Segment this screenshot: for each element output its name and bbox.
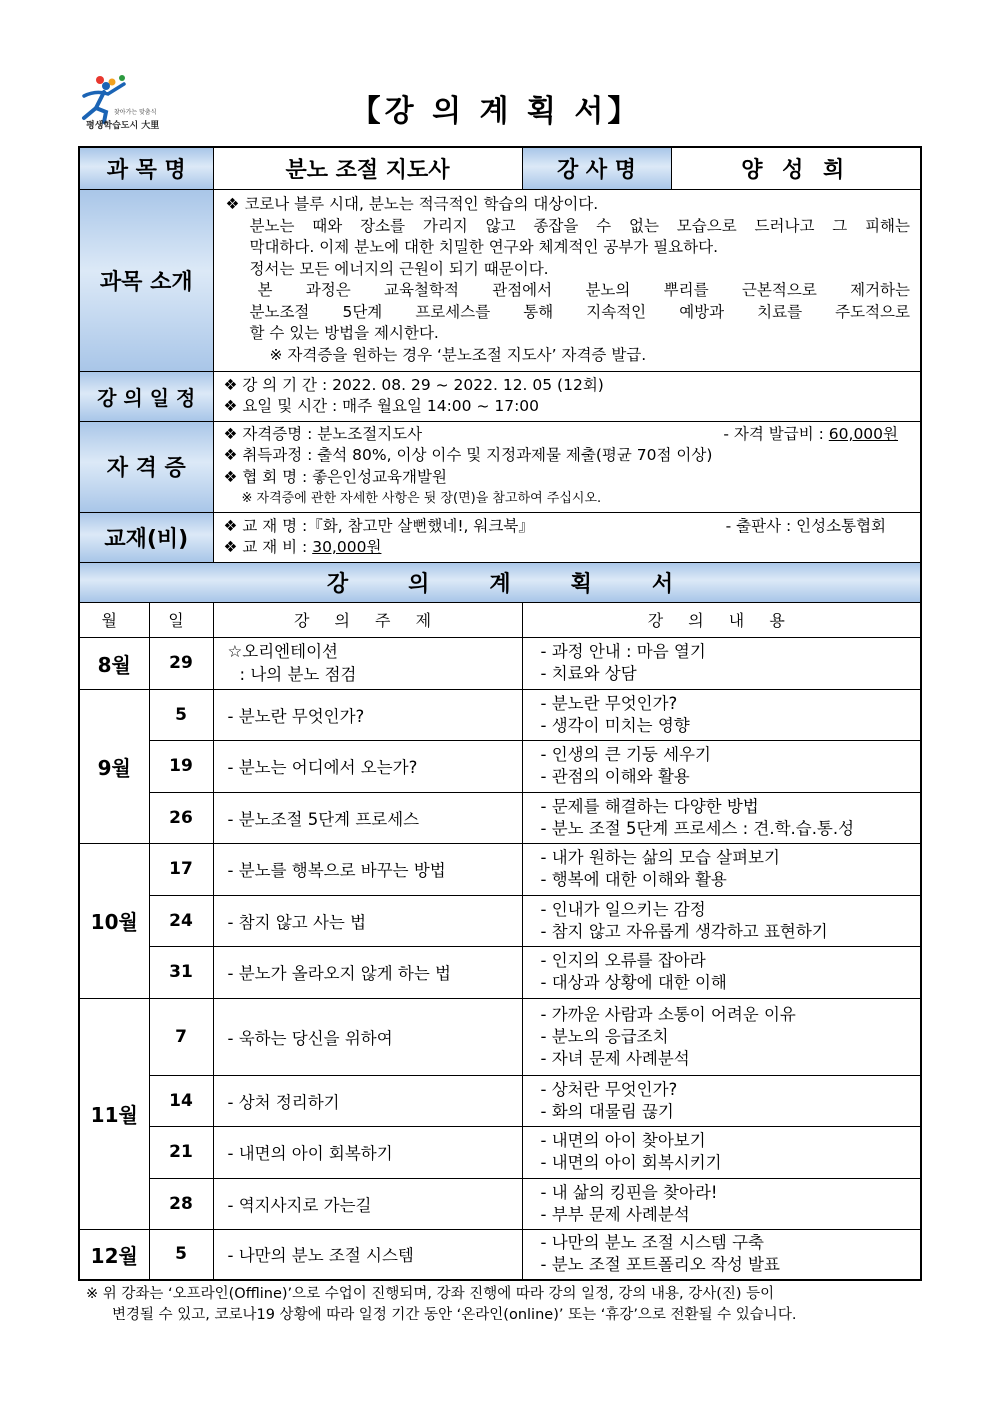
table-row bbox=[79, 637, 921, 689]
table-row bbox=[79, 1075, 921, 1126]
intro-text bbox=[213, 189, 921, 371]
content-line: - 인생의 큰 기둥 세우기 bbox=[540, 745, 711, 764]
table-row bbox=[79, 689, 921, 740]
month-cell: 8월 bbox=[79, 637, 149, 689]
logo-tagline: 찾아가는 맞춤식 bbox=[114, 109, 157, 116]
content-line: - 내면의 아이 회복시키기 bbox=[540, 1153, 722, 1172]
content-line: - 분노의 응급조치 bbox=[540, 1026, 669, 1046]
day-cell: 31 bbox=[149, 946, 213, 998]
certificate-requirement: ❖ 취득과정 : 출석 80%, 이상 이수 및 지정과제물 제출(평균 70점 이상) bbox=[223, 446, 713, 464]
month-cell: 10월 bbox=[79, 843, 149, 998]
certificate-fee: 60,000원 bbox=[828, 424, 899, 443]
topic-cell: - 나만의 분노 조절 시스템 bbox=[213, 1229, 522, 1280]
intro-label: 과목 소개 bbox=[79, 189, 213, 371]
content-cell bbox=[522, 998, 921, 1075]
textbook-cost: 30,000원 bbox=[312, 538, 382, 556]
content-line: - 내가 원하는 삶의 모습 살펴보기 bbox=[540, 848, 780, 867]
topic-cell bbox=[213, 637, 522, 689]
content-cell bbox=[522, 895, 921, 946]
content-line: - 과정 안내 : 마음 열기 bbox=[540, 642, 706, 661]
course-name: 분노 조절 지도사 bbox=[213, 147, 522, 189]
lecture-plan-table bbox=[78, 146, 922, 1281]
content-cell bbox=[522, 637, 921, 689]
intro-line: 분노조절 5단계 프로세스를 통해 지속적인 예방과 치료를 주도적으로 bbox=[249, 302, 911, 321]
content-line: - 행복에 대한 이해와 활용 bbox=[540, 870, 727, 889]
topic-line: : 나의 분노 점검 bbox=[239, 665, 357, 684]
table-row bbox=[79, 998, 921, 1075]
textbook-name: ❖ 교 재 명 :『화, 참고만 살뻔했네!, 워크북』 bbox=[223, 516, 534, 535]
table-row bbox=[79, 1229, 921, 1280]
day-cell: 5 bbox=[149, 1229, 213, 1280]
content-line: - 생각이 미치는 영향 bbox=[540, 715, 690, 735]
schedule-label: 강 의 일 정 bbox=[79, 371, 213, 421]
topic-line: ☆오리엔테이션 bbox=[227, 642, 338, 661]
certificate-note: ※ 자격증에 관한 자세한 사항은 뒷 장(면)을 참고하여 주십시오. bbox=[241, 491, 602, 506]
topic-cell: - 분노조절 5단계 프로세스 bbox=[213, 792, 522, 843]
topic-cell: - 욱하는 당신을 위하여 bbox=[213, 998, 522, 1075]
topic-cell: - 분노가 올라오지 않게 하는 법 bbox=[213, 946, 522, 998]
day-cell: 26 bbox=[149, 792, 213, 843]
content-line: - 인지의 오류를 잡아라 bbox=[540, 951, 706, 970]
content-cell bbox=[522, 740, 921, 792]
content-line: - 치료와 상담 bbox=[540, 664, 637, 683]
content-cell bbox=[522, 689, 921, 740]
table-row bbox=[79, 1178, 921, 1229]
plan-section-title: 강의계획서 bbox=[79, 562, 921, 602]
schedule-info bbox=[213, 371, 921, 421]
page-title: 【강 의 계 획 서】 bbox=[350, 94, 642, 129]
day-cell: 5 bbox=[149, 689, 213, 740]
content-line: - 내 삶의 킹핀을 찾아라! bbox=[540, 1182, 718, 1202]
intro-line: 막대하다. 이제 분노에 대한 치밀한 연구와 체계적인 공부가 필요하다. bbox=[249, 238, 719, 256]
certificate-name: ❖ 자격증명 : 분노조절지도사 bbox=[223, 424, 423, 443]
day-cell: 24 bbox=[149, 895, 213, 946]
table-row bbox=[79, 792, 921, 843]
month-cell: 9월 bbox=[79, 689, 149, 843]
col-header-topic: 강 의 주 제 bbox=[213, 602, 522, 637]
logo-name: 평생학습도시 大里 bbox=[86, 121, 160, 131]
content-line: - 부부 문제 사례분석 bbox=[540, 1204, 690, 1224]
intro-line: ※ 자격증을 원하는 경우 ‘분노조절 지도사’ 자격증 발급. bbox=[269, 345, 647, 364]
day-cell: 21 bbox=[149, 1126, 213, 1178]
day-cell: 17 bbox=[149, 843, 213, 895]
day-cell: 14 bbox=[149, 1075, 213, 1126]
month-cell: 11월 bbox=[79, 998, 149, 1229]
content-line: - 문제를 해결하는 다양한 방법 bbox=[540, 796, 759, 816]
content-cell bbox=[522, 1229, 921, 1280]
content-line: - 가까운 사람과 소통이 어려운 이유 bbox=[540, 1004, 796, 1024]
col-header-content: 강 의 내 용 bbox=[522, 602, 921, 637]
day-cell: 28 bbox=[149, 1178, 213, 1229]
topic-cell: - 분노란 무엇인가? bbox=[213, 689, 522, 740]
textbook-publisher: - 출판사 : 인성소통협회 bbox=[725, 516, 887, 535]
intro-line: 할 수 있는 방법을 제시한다. bbox=[249, 324, 439, 342]
schedule-period: ❖ 강 의 기 간 : 2022. 08. 29 ~ 2022. 12. 05 (12회) bbox=[223, 375, 604, 394]
topic-cell: - 분노를 행복으로 바꾸는 방법 bbox=[213, 843, 522, 895]
intro-line: 분노는 때와 장소를 가리지 않고 종잡을 수 없는 모습으로 드러나고 그 피해는 bbox=[249, 216, 911, 235]
schedule-time: ❖ 요일 및 시간 : 매주 월요일 14:00 ~ 17:00 bbox=[223, 397, 540, 415]
topic-cell: - 역지사지로 가는길 bbox=[213, 1178, 522, 1229]
content-cell bbox=[522, 792, 921, 843]
footnote bbox=[86, 1284, 922, 1326]
topic-cell: - 참지 않고 사는 법 bbox=[213, 895, 522, 946]
content-cell bbox=[522, 1126, 921, 1178]
content-cell bbox=[522, 1178, 921, 1229]
textbook-label: 교재(비) bbox=[79, 512, 213, 562]
certificate-association: ❖ 협 회 명 : 좋은인성교육개발원 bbox=[223, 467, 447, 486]
content-line: - 분노 조절 포트폴리오 작성 발표 bbox=[540, 1255, 780, 1275]
month-cell: 12월 bbox=[79, 1229, 149, 1280]
content-cell bbox=[522, 1075, 921, 1126]
topic-cell: - 상처 정리하기 bbox=[213, 1075, 522, 1126]
footnote-line: ※ 위 강좌는 ‘오프라인(Offline)’으로 수업이 진행되며, 강좌 진행에 따라 강의 일정, 강의 내용, 강사(진) 등이 bbox=[86, 1286, 775, 1302]
textbook-cost-label: ❖ 교 재 비 : bbox=[223, 538, 313, 556]
table-row bbox=[79, 740, 921, 792]
content-line: - 인내가 일으키는 감정 bbox=[540, 899, 706, 919]
day-cell: 19 bbox=[149, 740, 213, 792]
topic-cell: - 내면의 아이 회복하기 bbox=[213, 1126, 522, 1178]
content-cell bbox=[522, 843, 921, 895]
table-row bbox=[79, 843, 921, 895]
content-line: - 나만의 분노 조절 시스템 구축 bbox=[540, 1233, 764, 1253]
textbook-info bbox=[213, 512, 921, 562]
content-cell bbox=[522, 946, 921, 998]
certificate-info bbox=[213, 421, 921, 512]
content-line: - 분노 조절 5단계 프로세스 : 견.학.습.통.성 bbox=[540, 818, 855, 838]
intro-line: 정서는 모든 에너지의 근원이 되기 때문이다. bbox=[249, 259, 549, 278]
day-cell: 29 bbox=[149, 637, 213, 689]
table-row bbox=[79, 1126, 921, 1178]
course-name-label: 과 목 명 bbox=[79, 147, 213, 189]
footnote-line: 변경될 수 있고, 코로나19 상황에 따라 일정 기간 동안 ‘온라인(online)’ 또는 ‘휴강’으로 전환될 수 있습니다. bbox=[112, 1307, 797, 1323]
certificate-fee-label: - 자격 발급비 : bbox=[723, 424, 829, 443]
intro-line: ❖ 코로나 블루 시대, 분노는 적극적인 학습의 대상이다. bbox=[225, 195, 599, 213]
intro-line: 본 과정은 교육철학적 관점에서 분노의 뿌리를 근본적으로 제거하는 bbox=[257, 281, 911, 299]
content-line: - 참지 않고 자유롭게 생각하고 표현하기 bbox=[540, 921, 828, 941]
content-line: - 분노란 무엇인가? bbox=[540, 693, 678, 713]
col-header-month: 월 bbox=[79, 602, 149, 637]
table-row bbox=[79, 895, 921, 946]
content-line: - 관점의 이해와 활용 bbox=[540, 767, 690, 786]
content-line: - 상처란 무엇인가? bbox=[540, 1079, 678, 1099]
instructor-name: 양 성 희 bbox=[671, 147, 921, 189]
table-row bbox=[79, 946, 921, 998]
content-line: - 화의 대물림 끊기 bbox=[540, 1101, 674, 1121]
content-line: - 내면의 아이 찾아보기 bbox=[540, 1131, 706, 1150]
content-line: - 대상과 상황에 대한 이해 bbox=[540, 973, 727, 992]
topic-cell: - 분노는 어디에서 오는가? bbox=[213, 740, 522, 792]
content-line: - 자녀 문제 사례분석 bbox=[540, 1048, 690, 1068]
day-cell: 7 bbox=[149, 998, 213, 1075]
certificate-label: 자 격 증 bbox=[79, 421, 213, 512]
instructor-label: 강 사 명 bbox=[522, 147, 671, 189]
col-header-day: 일 bbox=[149, 602, 213, 637]
